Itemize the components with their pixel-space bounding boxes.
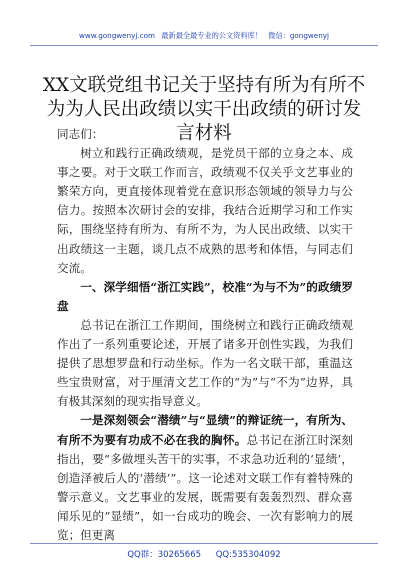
document-title: XX文联党组书记关于坚持有所为有所不为为人民出政绩以实干出政绩的研讨发言材料 xyxy=(42,75,366,144)
footer-divider xyxy=(30,543,378,544)
point-1-lead: 一是深刻领会“潜绩”与“显绩”的辩证统一，有所为、有所不为要有功成不必在我的胸怀。 xyxy=(57,413,353,447)
page-footer xyxy=(0,548,408,560)
footer-qq: QQ:535304092 xyxy=(215,550,281,560)
header-slogan: 最新最全最专业的公文资料库！ xyxy=(161,31,262,40)
point-1-text: 总书记在浙江时深刻指出，要“多做埋头苦干的实事，不求急功近利的‘显绩’，创造泽被后人的‘潜绩’”。这一论述对文联工作有着特殊的警示意义。文艺事业的发展，既需要有轰轰烈烈、群众喜闻乐见的“显绩”，如一台成功的晚会、一次有影响力的展览；但更离 xyxy=(57,432,353,542)
paragraph-point-1 xyxy=(57,411,353,545)
header-site-link[interactable]: www.gongwenyj.com xyxy=(78,31,156,40)
header-divider xyxy=(30,45,378,46)
paragraph-intro: 树立和践行正确政绩观，是党员干部的立身之本、成事之要。对于文联工作而言，政绩观不仅关乎文艺事业的繁荣方向，更直接体现着党在意识形态领域的领导力与公信力。按照本次研讨会的安排，我结合近期学习和工作实际，围绕坚持有所为、有所不为，为人民出政绩、以实干出政绩这一主题，谈几点不成熟的思考和体悟，与同志们交流。 xyxy=(57,146,353,275)
page-header xyxy=(0,31,408,41)
section-heading-1: 一、深学细悟“浙江实践”，校准“为与不为”的政绩罗盘 xyxy=(57,279,353,313)
document-body xyxy=(57,125,353,545)
header-wechat: 微信：gongwenyj xyxy=(268,31,330,40)
paragraph-section-1: 总书记在浙江工作期间，围绕树立和践行正确政绩观作出了一系列重要论述，开展了诸多开创性实践，为我们提供了思想罗盘和行动坐标。作为一名文联干部，重温这些宝贵财富，对于厘清文艺工作的“为”与“不为”边界，具有极其深刻的现实指导意义。 xyxy=(57,317,353,409)
salutation: 同志们： xyxy=(57,127,104,141)
footer-qq-group: QQ群：30265665 xyxy=(127,550,202,560)
